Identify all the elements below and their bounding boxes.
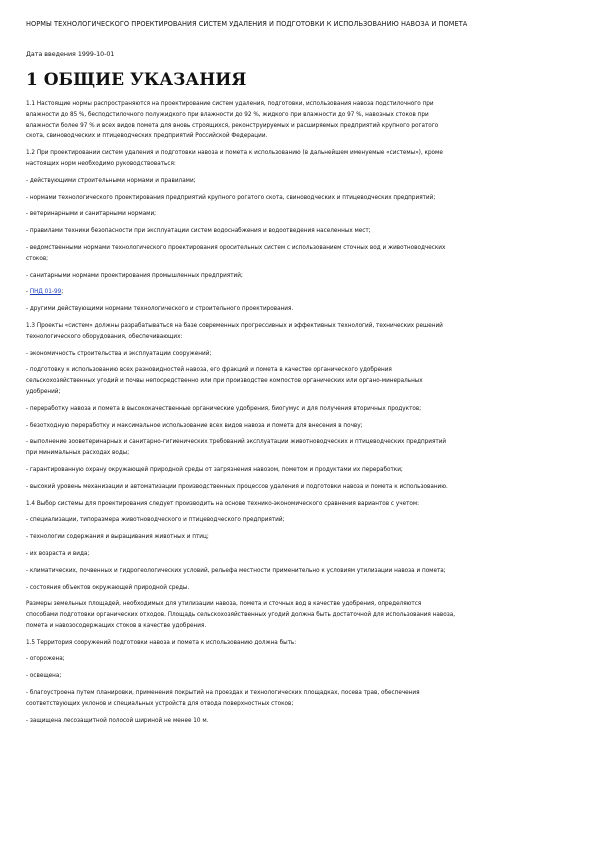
paragraph-1-1: 1.1 Настоящие нормы распространяются на проектирование систем удаления, подготовки, использования навоза подстилочного при влажности до 85 %, бесподстилочного полужидкого при влажности до 92 %, жидкого при влажности до 97 %, навозных стоков при влажности более 97 % и всех видов помета для вновь строящихся, реконструируемых и расширяемых предприятий крупного рогатого скота, свиноводческих и птицеводческих предприятий Российской Федерации. xyxy=(26,101,439,140)
list-item-suffix: ; xyxy=(61,289,64,296)
paragraph-1-4: 1.4 Выбор системы для проектирования следует производить на основе технико-экономического сравнения вариантов с учетом: xyxy=(26,500,420,507)
list-item: - другими действующими нормами технологического и строительного проектирования. xyxy=(26,306,294,313)
list-item-prefix: - xyxy=(26,289,30,296)
list-item: - действующими строительными нормами и правилами; xyxy=(26,177,196,184)
list-item: - благоустроена путем планировки, применения покрытий на проездах и технологических площадках, посева трав, обеспечения соответствующих уклонов и специальных устройств для отвода поверхностных стоков; xyxy=(26,690,420,707)
list-item: - выполнение зооветеринарных и санитарно-гигиенических требований эксплуатации животноводческих и птицеводческих предприятий при минимальных расходах воды; xyxy=(26,439,447,457)
document-body xyxy=(26,99,571,726)
list-item: - защищена лесозащитной полосой шириной не менее 10 м. xyxy=(26,717,209,724)
list-item: - освещена; xyxy=(26,673,62,680)
date-line: Дата введения 1999-10-01 xyxy=(26,51,115,58)
list-item: - санитарными нормами проектирования промышленных предприятий; xyxy=(26,272,243,279)
list-item: - экономичность строительства и эксплуатации сооружений; xyxy=(26,350,212,357)
list-item: - ветеринарными и санитарными нормами; xyxy=(26,211,157,218)
list-item: - безотходную переработку и максимальное использование всех видов навоза и помета для внесения в почву; xyxy=(26,422,363,429)
list-item: - состояния объектов окружающей природной среды. xyxy=(26,584,190,591)
list-item: - ведомственными нормами технологического проектирования оросительных систем с использованием сточных вод и животноводческих стоков; xyxy=(26,244,446,262)
section-heading: 1 ОБЩИЕ УКАЗАНИЯ xyxy=(26,70,247,90)
paragraph-land-area: Размеры земельных площадей, необходимых для утилизации навоза, помета и сточных вод в качестве удобрения, определяются способами подготовки органических отходов. Площадь сельскохозяйственных угодий должна быть достаточной для использования навоза, помета и навозосодержащих стоков в качестве удобрения. xyxy=(26,601,456,629)
list-item: - подготовку к использованию всех разновидностей навоза, его фракций и помета в качестве органического удобрения сельскохозяйственных угодий и почвы непосредственно или при производстве компостов органических или органо-минеральных удобрений; xyxy=(26,367,423,395)
list-item: - специализации, типоразмера животноводческого и птицеводческого предприятий; xyxy=(26,517,285,524)
list-item: - высокий уровень механизации и автоматизации производственных процессов удаления и подготовки навоза и помета к использованию. xyxy=(26,483,448,490)
list-item: - переработку навоза и помета в высококачественные органические удобрения, биогумус и для получения вторичных продуктов; xyxy=(26,405,422,412)
list-item: - технологии содержания и выращивания животных и птиц; xyxy=(26,534,209,541)
list-item: - их возраста и вида; xyxy=(26,550,90,557)
list-item: - огорожена; xyxy=(26,656,65,663)
paragraph-1-2: 1.2 При проектировании систем удаления и подготовки навоза и помета к использованию (в дальнейшем именуемые «системы»), кроме настоящих норм необходимо руководствоваться: xyxy=(26,150,443,167)
list-item: - нормами технологического проектирования предприятий крупного рогатого скота, свиноводческих и птицеводческих предприятий; xyxy=(26,194,436,201)
list-item: - климатических, почвенных и гидрогеологических условий, рельефа местности применительно к условиям утилизации навоза и помета; xyxy=(26,567,446,574)
paragraph-1-3: 1.3 Проекты «систем» должны разрабатываться на базе современных прогрессивных и эффективных технологий, технических решений технологического оборудования, обеспечивающих: xyxy=(26,322,443,340)
list-item: - правилами техники безопасности при эксплуатации систем водоснабжения и водоотведения населенных мест; xyxy=(26,228,371,235)
document-title: НОРМЫ ТЕХНОЛОГИЧЕСКОГО ПРОЕКТИРОВАНИЯ СИСТЕМ УДАЛЕНИЯ И ПОДГОТОВКИ К ИСПОЛЬЗОВАНИЮ НАВОЗА И ПОМЕТА xyxy=(26,20,468,28)
list-item xyxy=(26,287,571,298)
paragraph-1-5: 1.5 Территория сооружений подготовки навоза и помета к использованию должна быть: xyxy=(26,639,297,646)
pnd-link[interactable]: ПНД 01-99 xyxy=(29,289,62,296)
list-item: - гарантированную охрану окружающей природной среды от загрязнения навозом, пометом и продуктами их переработки; xyxy=(26,466,403,473)
